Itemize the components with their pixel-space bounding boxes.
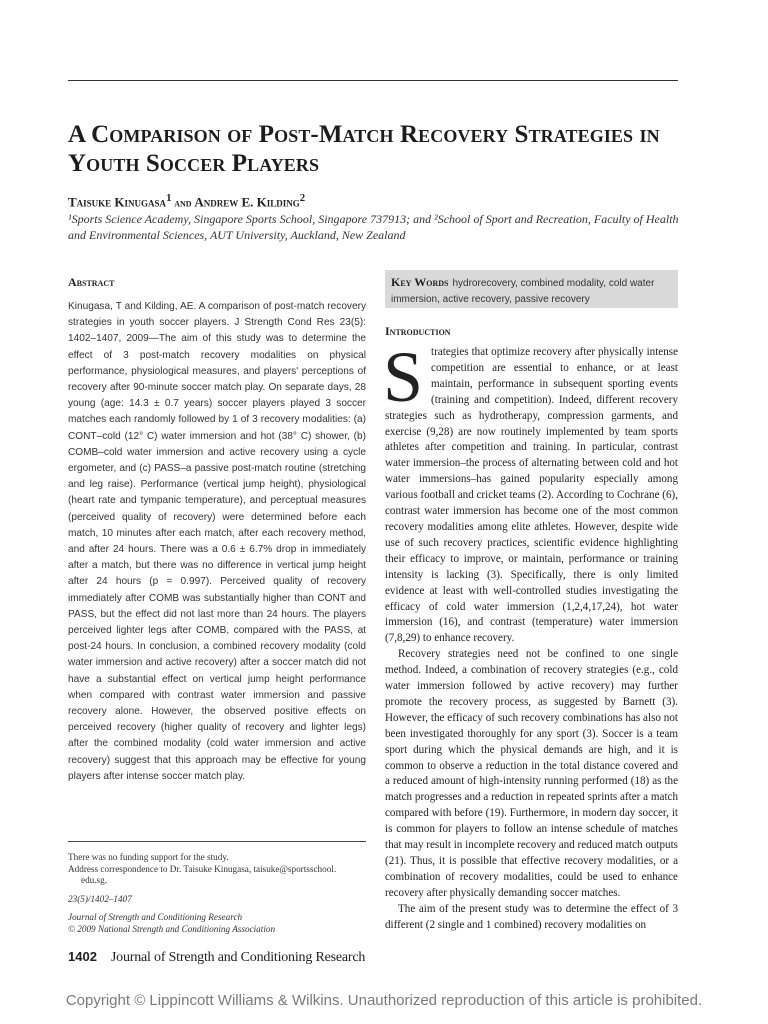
- intro-paragraph-2: Recovery strategies need not be confined to one single method. Indeed, a combination of recovery strategies (e.g., cold water immersion followed by active recovery) may further promote the recovery process, as suggested by Barnett (3). However, the efficacy of such recovery combinations has also not been investigated thoroughly for any sport (3). Soccer is a team sport during which the physical demands are high, and it is common to observe a reduction in the total distance covered and a reduced amount of high-intensity running performed (18) as the match progresses and a reduction in repeated sprints after a match compared with before (19). Furthermore, in modern day soccer, it is common for players to follow an intense schedule of matches that may result in incomplete recovery and reduced match outputs (21). Thus, it is possible that effective recovery modalities, or a combination of recovery modalities, could be used to enhance recovery after physically demanding soccer matches.: [385, 648, 678, 899]
- keywords-heading: Key Words: [391, 275, 449, 289]
- keywords-text: hydrorecovery, combined modality, cold water immersion, active recovery, passive recovery: [391, 278, 655, 305]
- keywords-box: [385, 270, 678, 308]
- citation-note: 23(5)/1402–1407: [68, 893, 132, 904]
- author-1-affil-mark: 1: [166, 192, 172, 204]
- footnotes: [68, 841, 366, 935]
- drop-cap: S: [383, 337, 424, 417]
- correspondence-note: Address correspondence to Dr. Taisuke Kinugasa, taisuke@sportsschool.: [68, 863, 337, 874]
- author-2-affil-mark: 2: [299, 192, 306, 204]
- journal-name: Journal of Strength and Conditioning Research: [110, 950, 366, 965]
- intro-paragraph-1-text: trategies that optimize recovery after physically intense competition are essential to enhance, or at least maintain, performance in subsequent sporting events (training and competition). Indeed, different recovery strategies such as hydrotherapy, compression garments, and exercise (9,28) are now routinely implemented by team sports athletes after competition and training. In particular, contrast water immersion–the process of alternating between cold and hot water immersions–has gained popularity especially among various football and cricket teams (2). According to Cochrane (6), contrast water immersion has become one of the most common recovery modalities among elite athletes. However, despite wide use of such recovery practices, scientific evidence highlighting their efficacy to improve, or maintain, performance or training intensity is lacking (3). Specifically, there is only limited evidence at least with well-controlled studies investigating the efficacy of cold water immersion (1,2,4,17,24), hot water immersion (16), and contrast (temperature) water immersion (7,8,29) to enhance recovery.: [385, 346, 678, 645]
- journal-note: Journal of Strength and Conditioning Research: [68, 912, 243, 922]
- page-footer: [68, 948, 365, 966]
- footnote-rule: [68, 841, 366, 842]
- abstract-text: Kinugasa, T and Kilding, AE. A comparison of post-match recovery strategies in youth soccer players. J Strength Cond Res 23(5): 1402–1407, 2009—The aim of this study was to determine the effect of 3 post-match recovery modalities on physical performance, physiological measures, and players' perceptions of recovery after 90-minute soccer match play. On separate days, 28 young (age: 14.3 ± 0.7 years) soccer players played 3 soccer matches each randomly followed by 1 of 3 recovery modalities: (a) CONT–cold (12° C) water immersion and hot (38° C) shower, (b) COMB–cold water immersion and active recovery using a cycle ergometer, and (c) PASS–a passive post-match routine (stretching and leg raise). Performance (vertical jump height), physiological (heart rate and tympanic temperature), and perceptual measures (perceived quality of recovery) were determined before each match, 10 minutes after each match, after each recovery method, and after 24 hours. There was a 0.6 ± 6.7% drop in immediately after a match, but there was no difference in vertical jump height after 24 hours (p = 0.997). Perceived quality of recovery immediately after COMB was substantially higher than CONT and PASS, but the effect did not last more than 24 hours. The players perceived lighter legs after COMB, compared with the PASS, at post-24 hours. In conclusion, a combined recovery modality (cold water immersion and active recovery) after a soccer match did not have a substantial effect on vertical jump height performance when compared with contrast water immersion and passive recovery alone. However, the observed positive effects on perceived recovery (higher quality of recovery and lighter legs) after the combined modality (cold water immersion and active recovery) suggest that this approach may be effective for young players after intense soccer match play.: [68, 301, 366, 782]
- introduction-body: [383, 337, 678, 934]
- abstract-heading: Abstract: [68, 275, 115, 289]
- affiliations: ¹Sports Science Academy, Singapore Sports School, Singapore 737913; and ²School of Sport and Recreation, Faculty of Health and Environmental Sciences, AUT University, Auckland, New Zealand: [68, 212, 679, 242]
- right-column: [385, 270, 678, 934]
- author-2: Andrew E. Kilding: [194, 194, 300, 210]
- article-title: A Comparison of Post-Match Recovery Strategies in Youth Soccer Players: [68, 121, 660, 177]
- funding-note: There was no funding support for the study.: [68, 852, 229, 862]
- correspondence-note-cont: edu.sg.: [81, 875, 108, 885]
- author-1: Taisuke Kinugasa: [68, 194, 167, 210]
- copyright-note: © 2009 National Strength and Conditioning Association: [68, 923, 276, 934]
- left-column: [68, 275, 366, 785]
- intro-paragraph-1: [383, 337, 678, 647]
- author-conjunction: and: [171, 197, 195, 210]
- intro-paragraph-3: The aim of the present study was to determine the effect of 3 different (2 single and 1 combined) recovery modalities on: [385, 902, 678, 931]
- introduction-heading: Introduction: [385, 324, 451, 338]
- top-rule: [68, 80, 678, 81]
- copyright-watermark: Copyright © Lippincott Williams & Wilkins. Unauthorized reproduction of this article is prohibited.: [65, 992, 703, 1009]
- page-number: 1402: [68, 949, 97, 964]
- author-line: [68, 192, 305, 210]
